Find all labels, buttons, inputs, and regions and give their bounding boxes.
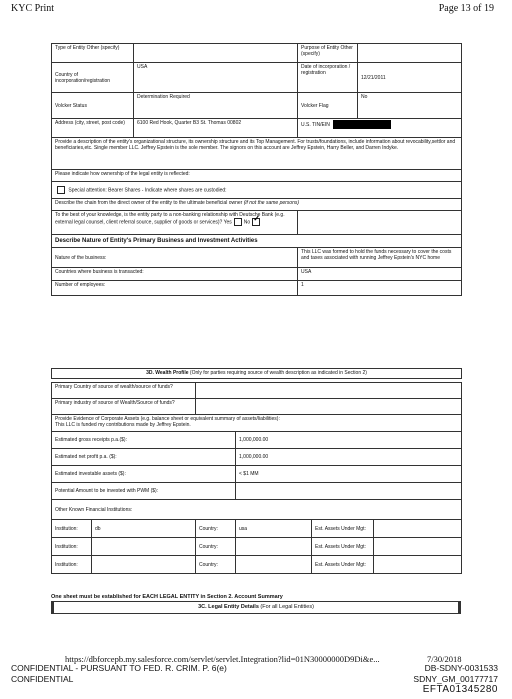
nature-value: This LLC was formed to hold the funds necessary to cover the costs and taxes associated with running Jeffrey Epstein's NYC home: [298, 248, 462, 268]
sdny-number: SDNY_GM_00177717: [413, 674, 498, 684]
no-label: No: [243, 219, 251, 226]
country-value: usa: [236, 520, 312, 538]
countries-label: Countries where business is transacted:: [52, 268, 298, 281]
primary-industry-value: [196, 399, 462, 415]
aum-label: Est. Assets Under Mgt:: [312, 556, 374, 574]
primary-industry-label: Primary industry of source of Wealth/Source of funds?: [52, 399, 196, 415]
address-label: Address (city, street, post code): [52, 119, 134, 138]
legal-entity-rest: (For all Legal Entities): [258, 604, 314, 610]
volcker-status-value: Determination Required: [134, 93, 298, 119]
institution-label: Institution:: [52, 520, 92, 538]
one-sheet-note: One sheet must be established for EACH LEGAL ENTITY in Section 2. Account Summary: [51, 594, 283, 600]
institution-label: Institution:: [52, 538, 92, 556]
wealth-heading-rest: (Only for parties requiring source of wealth description as indicated in Section 2): [188, 370, 367, 376]
evidence-value: This LLC is funded my contributions made by Jeffrey Epstein.: [55, 422, 191, 428]
bearer-cell: [52, 182, 462, 199]
evidence-label: Provide Evidence of Corporate Assets (e.g. balance sheet or equivalent summary of assets/liabilities):: [55, 416, 280, 422]
chain-cell: [52, 199, 462, 211]
country-inc-label: Country of incorporation/registration: [52, 63, 134, 93]
volcker-flag-value: No: [358, 93, 462, 119]
page-number: Page 13 of 19: [438, 3, 494, 14]
gross-label: Estimated gross receipts p.a.($):: [52, 432, 236, 449]
redaction-block: [333, 120, 391, 129]
evidence-cell: [52, 415, 462, 432]
party-cell: [52, 211, 298, 235]
volcker-status-label: Volcker Status: [52, 93, 134, 119]
business-heading: Describe Nature of Entity's Primary Business and Investment Activities: [52, 235, 462, 248]
institution-label: Institution:: [52, 556, 92, 574]
bearer-text: Special attention: Bearer Shares - Indicate where shares are custodied:: [68, 187, 227, 194]
country-label: Country:: [196, 556, 236, 574]
type-entity-other-label: Type of Entity Other (specify): [52, 44, 134, 63]
institution-value: [92, 538, 196, 556]
potential-label: Potential Amount to be invested with PWM ($):: [52, 483, 236, 500]
tin-label: U.S. TIN/EIN: [301, 121, 330, 128]
primary-country-value: [196, 383, 462, 399]
investable-value: < $1 MM: [236, 466, 462, 483]
country-label: Country:: [196, 520, 236, 538]
no-checkbox-checked[interactable]: [252, 218, 260, 226]
address-value: 6100 Red Hook, Quarter B3 St. Thomas 00802: [134, 119, 298, 138]
aum-value: [374, 520, 462, 538]
bearer-checkbox[interactable]: [57, 186, 65, 194]
date-inc-label: Date of incorporation / registration: [298, 63, 358, 93]
description-cell: Provide a description of the entity's organizational structure, its ownership structure and its Top Management. For trusts/foundations, include information about revocability,settlor and beneficiaries,etc. Single member LLC. Jeffrey Epstein is the sole member. The signors on this account are Jeffrey Epstein, Harry Beller, and Darren Indyke.: [52, 138, 462, 170]
aum-value: [374, 538, 462, 556]
wealth-heading: [52, 369, 462, 379]
legal-entity-bold: 3C. Legal Entity Details: [198, 604, 259, 610]
tin-cell: [298, 119, 462, 138]
other-fi-label: Other Known Financial Institutions:: [52, 500, 462, 520]
country-inc-value: USA: [134, 63, 298, 93]
footer-url: https://dbforcepb.my.salesforce.com/servlet/servlet.Integration?lid=01N30000000D9Di&e...: [65, 654, 380, 664]
yes-checkbox[interactable]: [234, 218, 242, 226]
date-inc-value: 12/21/2011: [358, 63, 462, 93]
net-label: Estimated net profit p.a. ($):: [52, 449, 236, 466]
footer-date: 7/30/2018: [427, 654, 462, 664]
country-value: [236, 538, 312, 556]
party-text: To the best of your knowledge, is the entity party to a non-banking relationship with Deutsche Bank (e.g. external legal counsel, client referral source, supplier of goods or services)?: [55, 212, 285, 226]
institution-value: db: [92, 520, 196, 538]
confidential-notice: CONFIDENTIAL - PURSUANT TO FED. R. CRIM. P. 6(e): [11, 663, 227, 673]
employees-label: Number of employees:: [52, 281, 298, 296]
legal-entity-heading: [51, 601, 461, 614]
ownership-cell: Please indicate how ownership of the legal entity is reflected:: [52, 170, 462, 182]
header-left: KYC Print: [11, 3, 55, 14]
bates-number: DB-SDNY-0031533: [424, 663, 498, 673]
purpose-entity-other-value: [358, 44, 462, 63]
volcker-flag-label: Volcker Flag: [298, 93, 358, 119]
nature-label: Nature of the business:: [52, 248, 298, 268]
primary-country-label: Primary Country of source of wealth/source of funds?: [52, 383, 196, 399]
countries-value: USA: [298, 268, 462, 281]
entity-info-table: [51, 43, 462, 296]
country-value: [236, 556, 312, 574]
net-value: 1,000,000.00: [236, 449, 462, 466]
institution-value: [92, 556, 196, 574]
employees-value: 1: [298, 281, 462, 296]
party-empty: [298, 211, 462, 235]
potential-value: [236, 483, 462, 500]
efta-number: EFTA01345280: [422, 684, 498, 695]
chain-italic: (if not the same persons): [243, 200, 300, 206]
wealth-heading-bold: 3D. Wealth Profile: [146, 370, 189, 376]
aum-label: Est. Assets Under Mgt:: [312, 538, 374, 556]
aum-label: Est. Assets Under Mgt:: [312, 520, 374, 538]
type-entity-other-value: [134, 44, 298, 63]
investable-label: Estimated investable assets ($):: [52, 466, 236, 483]
gross-value: 1,000,000.00: [236, 432, 462, 449]
purpose-entity-other-label: Purpose of Entity Other (specify): [298, 44, 358, 63]
chain-text: Describe the chain from the direct owner of the entity to the ultimate beneficial owner: [55, 200, 243, 206]
aum-value: [374, 556, 462, 574]
country-label: Country:: [196, 538, 236, 556]
wealth-profile-table: [51, 368, 462, 574]
confidential-label: CONFIDENTIAL: [11, 674, 74, 684]
yes-label: Yes: [223, 219, 232, 226]
